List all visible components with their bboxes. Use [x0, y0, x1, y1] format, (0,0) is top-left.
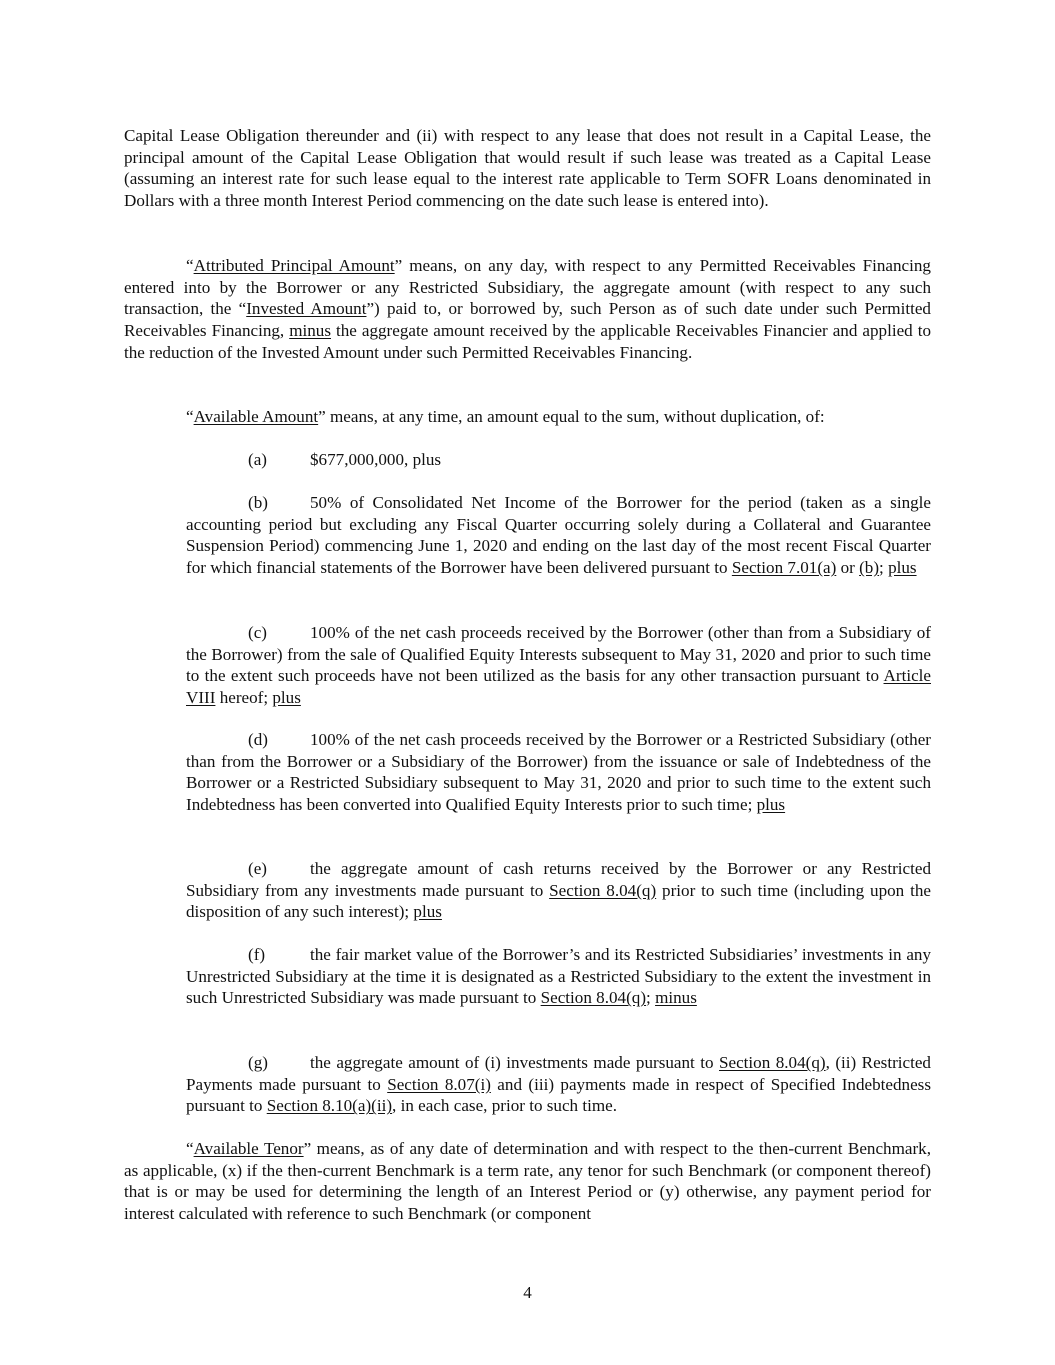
- item-label: (c): [248, 623, 267, 642]
- item-text: $677,000,000, plus: [310, 450, 442, 469]
- item-text: ;: [646, 988, 656, 1008]
- definition-text: the aggregate amount received by the applicable Receivables Financier and applied to the reduction of the Invested Amount under such Permitted Receivables Financing.: [124, 321, 931, 362]
- definition-text: ” means, on any day, with respect to any Permitted Receivables Financing entered into by the Borrower or any Restricted Subsidiary, the aggregate amount (with respect to any such transaction, the “: [124, 256, 931, 319]
- section-reference: Section 8.04(q): [719, 1053, 826, 1072]
- item-text: 100% of the net cash proceeds received by the Borrower (other than from a Subsidiary of the Borrower) from the sale of Qualified Equity Interests subsequent to May 31, 2020 and prior to such time to the extent such proceeds have not been utilized as the basis for any other transaction pursuant to: [186, 623, 931, 686]
- section-reference: (b): [859, 558, 880, 578]
- list-item-e: [186, 858, 931, 923]
- emphasis-word: minus: [289, 321, 331, 341]
- item-label: (g): [248, 1053, 268, 1072]
- definition-available-tenor: [124, 1138, 931, 1225]
- defined-term: Available Amount: [193, 407, 319, 426]
- definition-text: ” means, as of any date of determination and with respect to the then-current Benchmark, as applicable, (x) if the then-current Benchmark is a term rate, any tenor for such Benchmark (or component thereof) that is or may be used for determining the length of an Interest Period or (y) otherwise, any payment period for interest calculated with reference to such Benchmark (or component: [124, 1139, 931, 1224]
- list-item-b: [186, 492, 931, 579]
- definition-attributed-principal-amount: [124, 255, 931, 364]
- list-item-c: [186, 622, 931, 709]
- section-reference: Section 8.10(a)(ii): [266, 1096, 393, 1116]
- definition-text: ” means, at any time, an amount equal to the sum, without duplication, of:: [318, 407, 825, 426]
- emphasis-word: plus: [888, 558, 917, 578]
- defined-term: Available Tenor: [193, 1139, 304, 1158]
- item-label: (d): [248, 730, 268, 749]
- item-text: and (iii) payments made in respect of Specified Indebtedness pursuant to: [186, 1074, 931, 1116]
- item-text: ;: [879, 558, 889, 578]
- section-reference: Section 8.07(i): [387, 1074, 491, 1094]
- section-reference: Section 7.01(a): [731, 558, 837, 578]
- section-reference: Article VIII: [186, 666, 931, 708]
- item-label: (f): [248, 945, 266, 964]
- emphasis-word: minus: [655, 988, 697, 1008]
- open-quote: “: [186, 1139, 194, 1158]
- item-text: the aggregate amount of (i) investments made pursuant to: [310, 1053, 719, 1072]
- defined-term: Invested Amount: [246, 299, 367, 319]
- section-reference: Section 8.04(q): [549, 880, 657, 900]
- emphasis-word: plus: [272, 688, 301, 708]
- item-text: the fair market value of the Borrower’s and its Restricted Subsidiaries’ investments in any Unrestricted Subsidiary at the time it is designated as a Restricted Subsidiary to the extent the investment in such Unrestricted Subsidiary was made pursuant to: [186, 945, 931, 1008]
- emphasis-word: plus: [756, 795, 786, 815]
- defined-term: Attributed Principal Amount: [193, 256, 395, 275]
- item-label: (e): [248, 859, 267, 878]
- section-reference: Section 8.04(q): [540, 988, 647, 1008]
- item-text: the aggregate amount of cash returns received by the Borrower or any Restricted Subsidiary from any investments made pursuant to: [186, 859, 931, 900]
- list-item-g: [186, 1052, 931, 1117]
- definition-text: ”) paid to, or borrowed by, such Person as of such date under such Permitted Receivables Financing,: [124, 299, 931, 341]
- list-item-d: [186, 729, 931, 816]
- item-text: 100% of the net cash proceeds received by the Borrower or a Restricted Subsidiary (other than from the Borrower or a Subsidiary of the Borrower) from the issuance or sale of Indebtedness of the Borrower or a Restricted Subsidiary subsequent to May 31, 2020 and prior to such time to the extent such Indebtedness has been converted into Qualified Equity Interests prior to such time;: [186, 730, 931, 815]
- item-text: or: [836, 558, 860, 578]
- open-quote: “: [186, 256, 194, 275]
- item-label: (a): [248, 450, 267, 469]
- emphasis-word: plus: [413, 902, 442, 922]
- page-number: 4: [523, 1283, 532, 1302]
- item-text: , in each case, prior to such time.: [392, 1096, 618, 1116]
- continuation-paragraph: Capital Lease Obligation thereunder and (ii) with respect to any lease that does not result in a Capital Lease, the principal amount of the Capital Lease Obligation that would result if such lease was treated as a Capital Lease (assuming an interest rate for such lease equal to the interest rate applicable to Term SOFR Loans denominated in Dollars with a three month Interest Period commencing on the date such lease is entered into).: [124, 126, 931, 211]
- open-quote: “: [186, 407, 194, 426]
- item-label: (b): [248, 493, 268, 512]
- list-item-f: [186, 944, 931, 1009]
- item-text: 50% of Consolidated Net Income of the Borrower for the period (taken as a single accounting period but excluding any Fiscal Quarter occurring solely during a Collateral and Guarantee Suspension Period) commencing June 1, 2020 and ending on the last day of the most recent Fiscal Quarter for which financial statements of the Borrower have been delivered pursuant to: [186, 493, 931, 578]
- list-item-a: [248, 449, 441, 471]
- item-text: hereof;: [215, 688, 273, 708]
- definition-available-amount: [124, 406, 931, 428]
- item-text: , (ii) Restricted Payments made pursuant to: [186, 1053, 931, 1094]
- item-text: prior to such time (including upon the disposition of any such interest);: [186, 880, 931, 922]
